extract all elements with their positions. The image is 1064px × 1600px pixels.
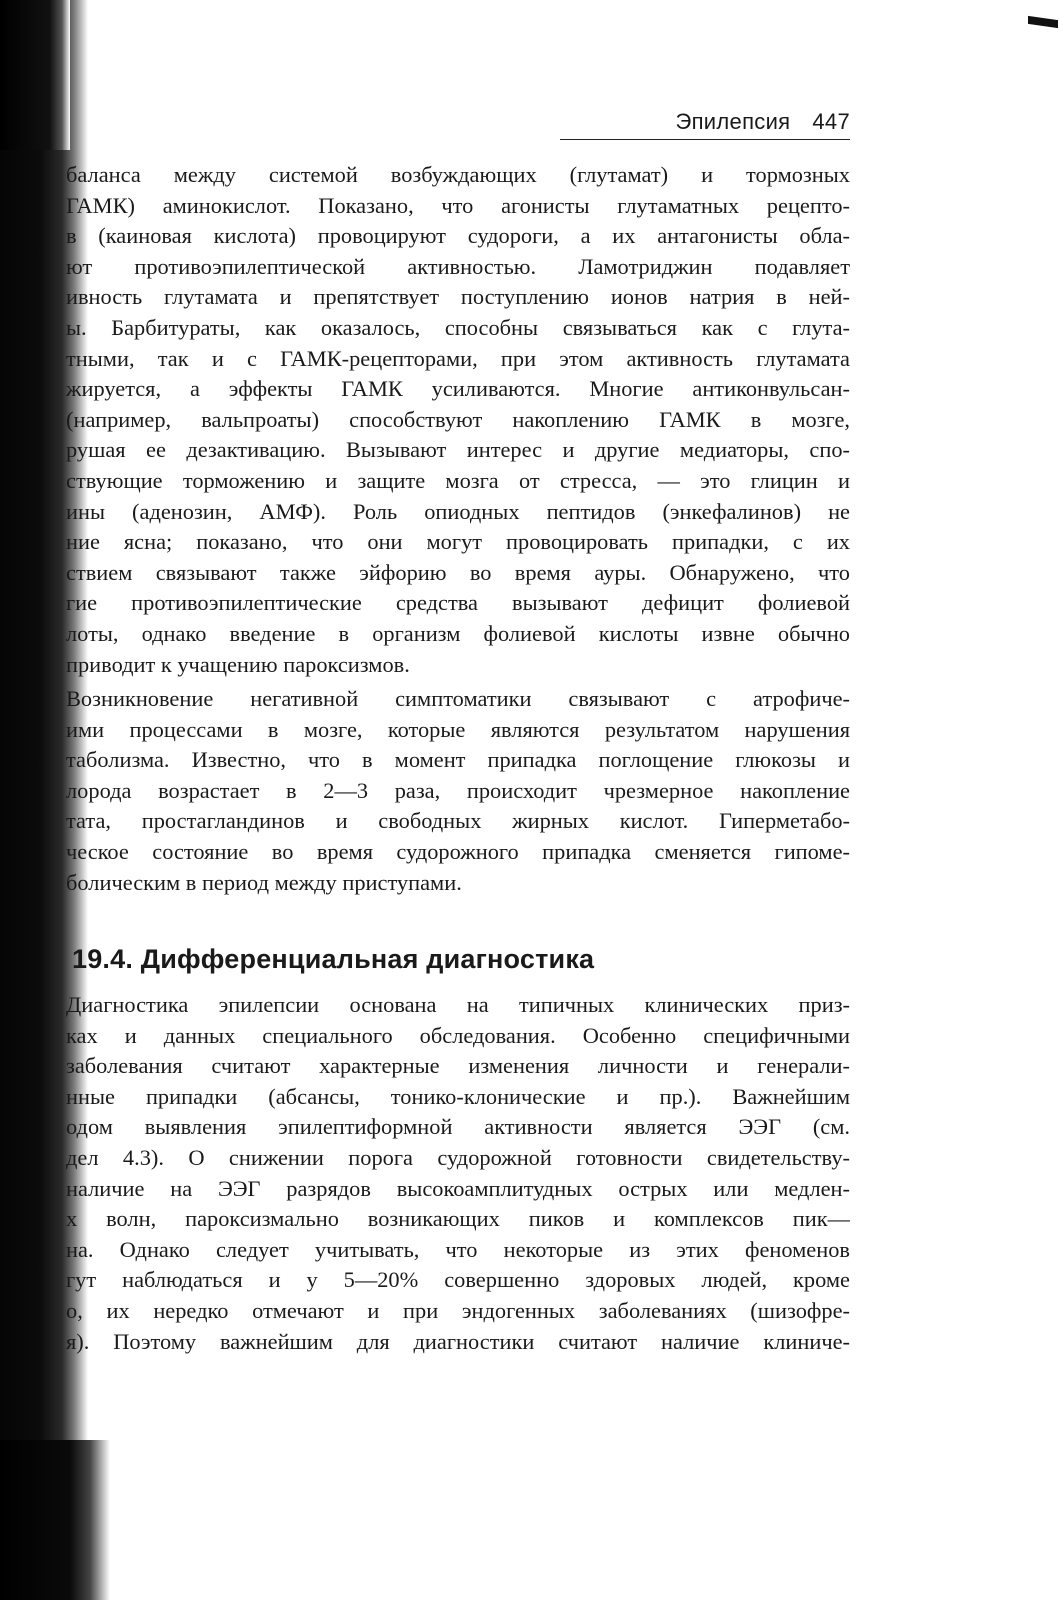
text-line: ют противоэпилептической активностью. Ламотриджин подавляет bbox=[66, 253, 850, 279]
text-line: гут наблюдаться и у 5—20% совершенно здоровых людей, кроме bbox=[66, 1267, 850, 1293]
paragraph-1 bbox=[66, 160, 850, 680]
text-line: ины (аденозин, АМФ). Роль опиодных пептидов (энкефалинов) не bbox=[66, 498, 850, 524]
text-line: гие противоэпилептические средства вызывают дефицит фолиевой bbox=[66, 590, 850, 616]
text-line: ГАМК) аминокислот. Показано, что агонисты глутаматных рецепто- bbox=[66, 192, 850, 218]
text-line: одом выявления эпилептиформной активности является ЭЭГ (см. bbox=[66, 1114, 850, 1140]
text-line: ствующие торможению и защите мозга от стресса, — это глицин и bbox=[66, 467, 850, 493]
running-title: Эпилепсия bbox=[675, 109, 791, 134]
text-line: наличие на ЭЭГ разрядов высокоамплитудных острых или медлен- bbox=[66, 1175, 850, 1201]
text-line: приводит к учащению пароксизмов. bbox=[66, 651, 410, 677]
scan-corner-mark bbox=[1028, 16, 1058, 28]
text-line: (например, вальпроаты) способствуют накоплению ГАМК в мозге, bbox=[66, 406, 850, 432]
text-line: ими процессами в мозге, которые являются результатом нарушения bbox=[66, 716, 850, 742]
text-line: х волн, пароксизмально возникающих пиков и комплексов пик— bbox=[66, 1206, 850, 1232]
text-line: на. Однако следует учитывать, что некоторые из этих феноменов bbox=[66, 1236, 850, 1262]
text-line: заболевания считают характерные изменения личности и генерали- bbox=[66, 1053, 850, 1079]
text-line: ствием связывают также эйфорию во время ауры. Обнаружено, что bbox=[66, 559, 850, 585]
text-line: тата, простагландинов и свободных жирных кислот. Гиперметабо- bbox=[66, 808, 850, 834]
running-header bbox=[560, 103, 850, 140]
paragraph-2 bbox=[66, 684, 850, 898]
text-line: ках и данных специального обследования. Особенно специфичными bbox=[66, 1022, 850, 1048]
section-heading: 19.4. Дифференциальная диагностика bbox=[72, 944, 595, 974]
text-line: нные припадки (абсансы, тонико-клонические и пр.). Важнейшим bbox=[66, 1083, 850, 1109]
text-line: таболизма. Известно, что в момент припадка поглощение глюкозы и bbox=[66, 747, 850, 773]
text-line: ивность глутамата и препятствует поступлению ионов натрия в ней- bbox=[66, 284, 850, 310]
text-line: о, их нередко отмечают и при эндогенных заболеваниях (шизофре- bbox=[66, 1297, 850, 1323]
text-line: лоты, однако введение в организм фолиевой кислоты извне обычно bbox=[66, 620, 850, 646]
text-line: лорода возрастает в 2—3 раза, происходит чрезмерное накопление bbox=[66, 777, 850, 803]
page-number: 447 bbox=[812, 109, 850, 134]
text-line: рушая ее дезактивацию. Вызывают интерес и другие медиаторы, спо- bbox=[66, 437, 850, 463]
book-spine-shadow-bottom bbox=[0, 1440, 110, 1600]
book-spine-shadow-top bbox=[0, 0, 70, 150]
text-line: ы. Барбитураты, как оказалось, способны связываться как с глута- bbox=[66, 314, 850, 340]
text-line: жируется, а эффекты ГАМК усиливаются. Многие антиконвульсан- bbox=[66, 376, 850, 402]
text-line: баланса между системой возбуждающих (глутамат) и тормозных bbox=[66, 162, 850, 187]
text-line: тными, так и с ГАМК-рецепторами, при этом активность глутамата bbox=[66, 345, 850, 371]
text-line: ние ясна; показано, что они могут провоцировать припадки, с их bbox=[66, 529, 850, 555]
text-line: в (каиновая кислота) провоцируют судороги, а их антагонисты обла- bbox=[66, 223, 850, 249]
text-line: болическим в период между приступами. bbox=[66, 869, 462, 895]
section-paragraph bbox=[66, 990, 850, 1357]
text-line: Возникновение негативной симптоматики связывают с атрофиче- bbox=[66, 686, 850, 711]
text-line: я). Поэтому важнейшим для диагностики считают наличие клиниче- bbox=[66, 1328, 850, 1354]
text-line: ческое состояние во время судорожного припадка сменяется гипоме- bbox=[66, 838, 850, 864]
text-line: Диагностика эпилепсии основана на типичных клинических приз- bbox=[66, 992, 850, 1017]
text-line: дел 4.3). О снижении порога судорожной готовности свидетельству- bbox=[66, 1144, 850, 1170]
